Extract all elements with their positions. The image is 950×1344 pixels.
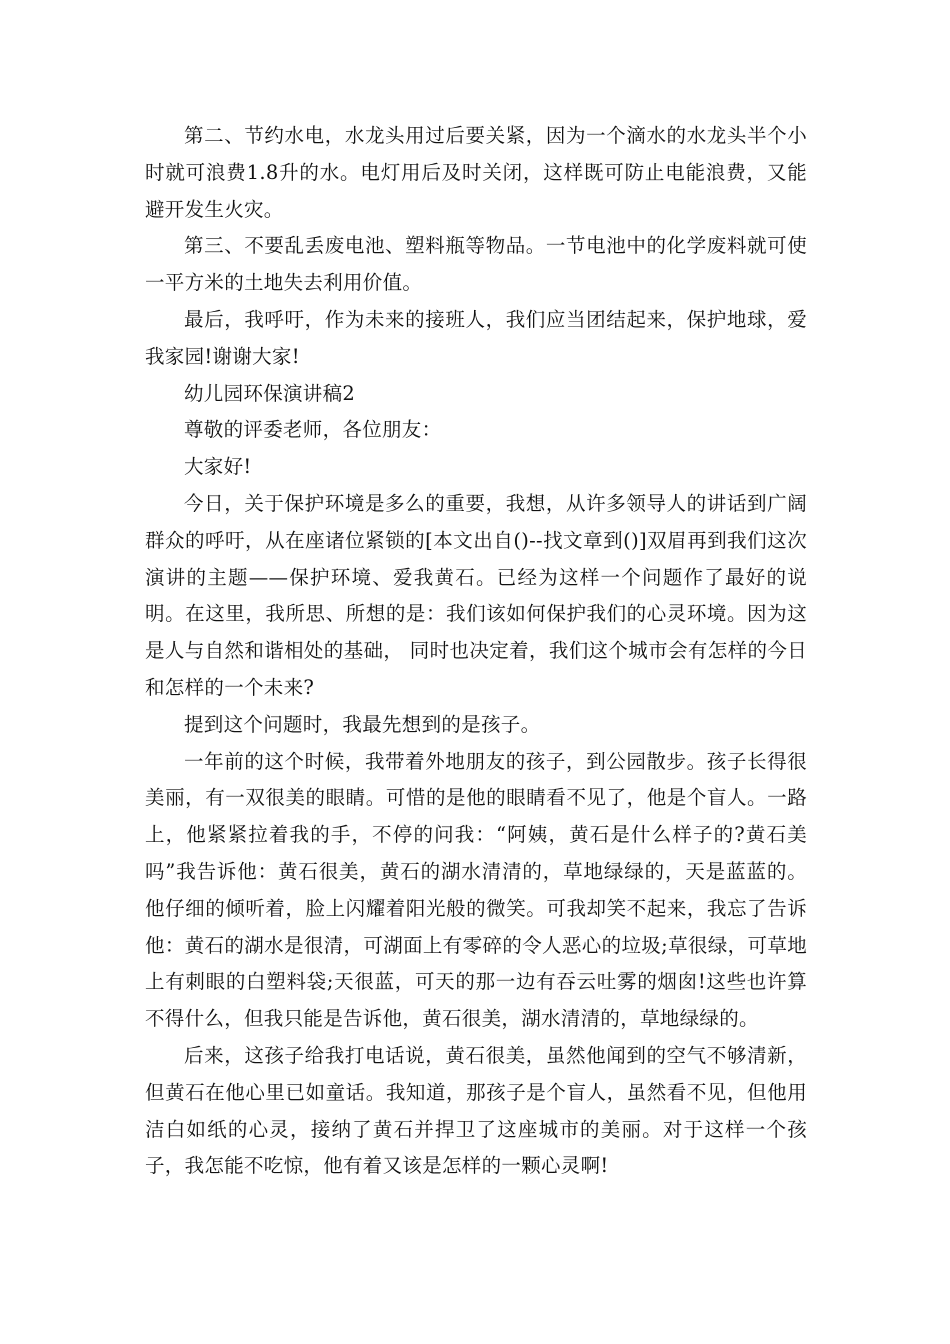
paragraph-water-electricity: 第二、节约水电，水龙头用过后要关紧，因为一个滴水的水龙头半个小时就可浪费1.8升的水。电灯用后及时关闭，这样既可防止电能浪费，又能避开发生火灾。 [145, 124, 807, 221]
paragraph-closing-appeal: 最后，我呼吁，作为未来的接班人，我们应当团结起来，保护地球，爱我家园!谢谢大家! [145, 307, 807, 368]
paragraph-children: 提到这个问题时，我最先想到的是孩子。 [184, 712, 541, 736]
paragraph-blind-child-story: 一年前的这个时候，我带着外地朋友的孩子，到公园散步。孩子长得很美丽，有一双很美的眼睛。可惜的是他的眼睛看不见了，他是个盲人。一路上，他紧紧拉着我的手，不停的问我：“阿姨，黄石是什么样子的?黄石美吗”我告诉他：黄石很美，黄石的湖水清清的，草地绿绿的，天是蓝蓝的。他仔细的倾听着，脸上闪耀着阳光般的微笑。可我却笑不起来，我忘了告诉他：黄石的湖水是很清，可湖面上有零碎的令人恶心的垃圾;草很绿，可草地上有刺眼的白塑料袋;天很蓝，可天的那一边有吞云吐雾的烟囱!这些也许算不得什么，但我只能是告诉他，黄石很美，湖水清清的，草地绿绿的。 [145, 749, 807, 1031]
paragraph-batteries-plastic: 第三、不要乱丢废电池、塑料瓶等物品。一节电池中的化学废料就可使一平方米的土地失去利用价值。 [145, 234, 807, 295]
paragraph-introduction: 今日，关于保护环境是多么的重要，我想，从许多领导人的讲话到广阔群众的呼吁，从在座诸位紧锁的[本文出自()--找文章到()]双眉再到我们这次演讲的主题——保护环境、爱我黄石。已经为这样一个问题作了最好的说明。在这里，我所思、所想的是：我们该如何保护我们的心灵环境。因为这是人与自然和谐相处的基础， 同时也决定着，我们这个城市会有怎样的今日和怎样的一个未来? [145, 491, 807, 699]
paragraph-phone-call: 后来，这孩子给我打电话说，黄石很美，虽然他闻到的空气不够清新，但黄石在他心里已如童话。我知道，那孩子是个盲人，虽然看不见，但他用洁白如纸的心灵，接纳了黄石并捍卫了这座城市的美丽。对于这样一个孩子，我怎能不吃惊，他有着又该是怎样的一颗心灵啊! [145, 1043, 807, 1178]
speech-title: 幼儿园环保演讲稿2 [184, 381, 356, 405]
greeting: 大家好! [184, 455, 252, 479]
salutation: 尊敬的评委老师，各位朋友： [184, 418, 442, 442]
document-body [145, 118, 807, 1185]
